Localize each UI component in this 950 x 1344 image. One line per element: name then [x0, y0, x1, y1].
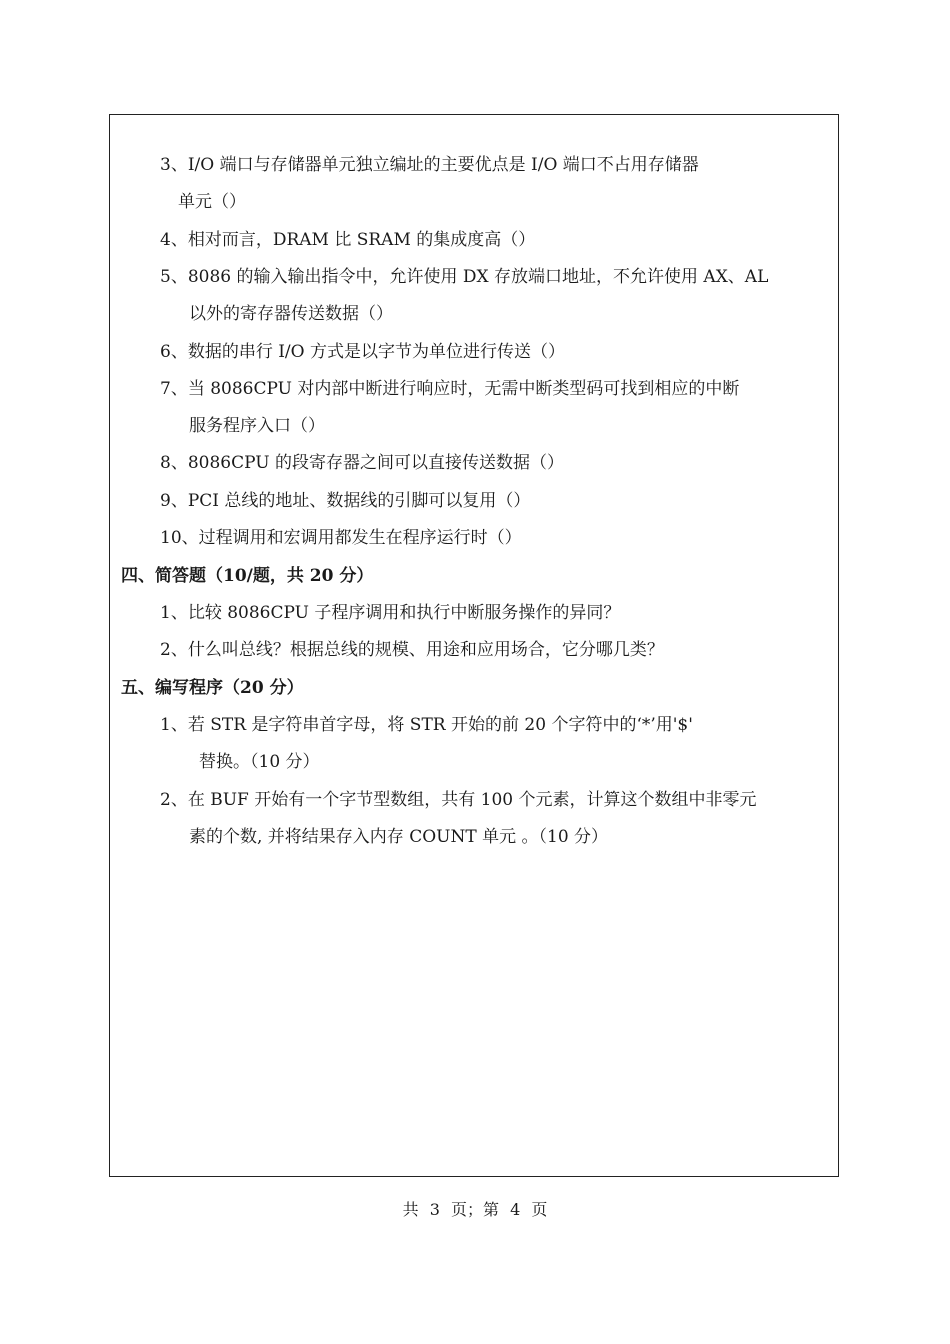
section5-heading: 五、编写程序（20 分）	[121, 678, 304, 698]
q3-8-line1: 8、8086CPU 的段寄存器之间可以直接传送数据（）	[160, 453, 564, 473]
q3-5-line1: 5、8086 的输入输出指令中，允许使用 DX 存放端口地址，不允许使用 AX、AL	[160, 267, 769, 287]
q3-3-line2: 单元（）	[178, 192, 246, 212]
section4-heading: 四、简答题（10/题，共 20 分）	[121, 566, 374, 586]
q3-7-line2: 服务程序入口（）	[189, 416, 325, 436]
q3-6-line1: 6、数据的串行 I/O 方式是以字节为单位进行传送（）	[160, 342, 566, 362]
page-footer: 共 3 页；第 4 页	[402, 1200, 548, 1219]
q3-5-line2: 以外的寄存器传送数据（）	[189, 304, 393, 324]
q5-1-line2: 替换。（10 分）	[199, 752, 320, 772]
q4-2: 2、什么叫总线？根据总线的规模、用途和应用场合，它分哪几类？	[160, 640, 664, 660]
q3-3-line1: 3、I/O 端口与存储器单元独立编址的主要优点是 I/O 端口不占用存储器	[160, 155, 699, 175]
q3-7-line1: 7、当 8086CPU 对内部中断进行响应时，无需中断类型码可找到相应的中断	[160, 379, 740, 399]
q5-2-line1: 2、在 BUF 开始有一个字节型数组，共有 100 个元素，计算这个数组中非零元	[160, 790, 757, 810]
q3-9-line1: 9、PCI 总线的地址、数据线的引脚可以复用（）	[160, 491, 531, 511]
q5-2-line2: 素的个数, 并将结果存入内存 COUNT 单元 。（10 分）	[189, 827, 609, 847]
q3-4-line1: 4、相对而言，DRAM 比 SRAM 的集成度高（）	[160, 230, 536, 250]
q4-1: 1、比较 8086CPU 子程序调用和执行中断服务操作的异同？	[160, 603, 621, 623]
q5-1-line1: 1、若 STR 是字符串首字母，将 STR 开始的前 20 个字符中的‘*’用'$'	[160, 715, 693, 735]
q3-10-line1: 10、过程调用和宏调用都发生在程序运行时（）	[160, 528, 522, 548]
